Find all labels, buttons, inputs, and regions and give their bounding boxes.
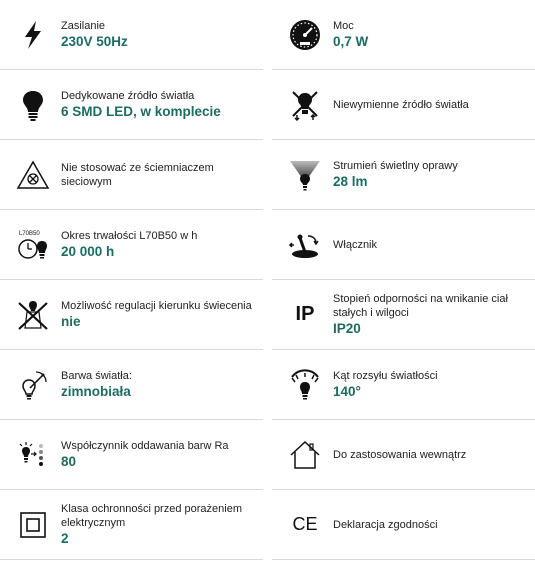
color-temperature-bulb-icon: [16, 368, 50, 402]
luminous-flux-icon: [288, 158, 322, 192]
spec-light-color: [0, 350, 263, 420]
spec-value: 28 lm: [333, 174, 368, 189]
ce-mark-icon: [288, 508, 322, 542]
spec-label: Klasa ochronności przed porażeniem elektrycznym: [61, 503, 242, 529]
spec-value: 80: [61, 454, 77, 469]
spec-label: Niewymienne źródło światła: [333, 98, 469, 111]
spec-indoor-use: [272, 420, 535, 490]
spec-power: [272, 0, 535, 70]
spec-power-supply: [0, 0, 263, 70]
spec-label: Dedykowane źródło światła: [61, 90, 195, 102]
spec-label: Moc: [333, 20, 354, 32]
ce-icon-caption: CE: [292, 514, 318, 534]
spec-beam-angle: [272, 350, 535, 420]
spec-label: Współczynnik oddawania barw Ra: [61, 440, 229, 452]
spec-protection-class: [0, 490, 263, 560]
spec-value: IP20: [333, 321, 361, 336]
spec-value: 20 000 h: [61, 244, 115, 259]
spec-value: 140°: [333, 384, 361, 399]
spec-value: 2: [61, 531, 69, 546]
spec-label: Okres trwałości L70B50 w h: [61, 230, 198, 242]
spec-value: 230V 50Hz: [61, 34, 128, 49]
no-direction-adjust-icon: [16, 298, 50, 332]
spec-ip-rating: [272, 280, 535, 350]
spec-value: 0,7 W: [333, 34, 369, 49]
spec-dedicated-light-source: [0, 70, 263, 140]
spec-luminous-flux: [272, 140, 535, 210]
spec-label: Barwa światła:: [61, 370, 132, 382]
spec-label: Nie stosować ze ściemniaczem sieciowym: [61, 161, 214, 188]
ip-icon-caption: IP: [295, 303, 315, 325]
class-ii-double-square-icon: [16, 508, 50, 542]
spec-non-replaceable-source: [272, 70, 535, 140]
spec-label: Stopień odporności na wnikanie ciał stałych i wilgoci: [333, 293, 508, 319]
spec-value: nie: [61, 314, 81, 329]
icon-caption: L70B50: [19, 230, 40, 237]
spec-label: Deklaracja zgodności: [333, 518, 438, 531]
no-dimmer-icon: [16, 158, 50, 192]
spec-value: zimnobiała: [61, 384, 131, 399]
spec-label: Włącznik: [333, 238, 378, 251]
spec-color-rendering: [0, 420, 263, 490]
spec-label: Zasilanie: [61, 20, 106, 32]
lifetime-clock-bulb-icon: [16, 228, 50, 262]
color-rendering-icon: [16, 438, 50, 472]
spec-switch: [272, 210, 535, 280]
spec-no-dimmer: [0, 140, 263, 210]
bulb-icon: [16, 88, 50, 122]
non-replaceable-bulb-icon: [288, 88, 322, 122]
spec-label: Do zastosowania wewnątrz: [333, 448, 467, 461]
gauge-icon: [288, 18, 322, 52]
house-icon: [288, 438, 322, 472]
beam-angle-icon: [288, 368, 322, 402]
spec-direction-adjustment: [0, 280, 263, 350]
spec-lifetime: [0, 210, 263, 280]
spec-declaration-of-conformity: [272, 490, 535, 560]
spec-label: Strumień świetlny oprawy: [333, 160, 458, 172]
switch-icon: [288, 228, 322, 262]
spec-label: Kąt rozsyłu światłości: [333, 370, 438, 382]
spec-value: 6 SMD LED, w komplecie: [61, 104, 221, 119]
spec-label: Możliwość regulacji kierunku świecenia: [61, 300, 252, 312]
ip-rating-icon: [288, 298, 322, 332]
lightning-icon: [16, 18, 50, 52]
